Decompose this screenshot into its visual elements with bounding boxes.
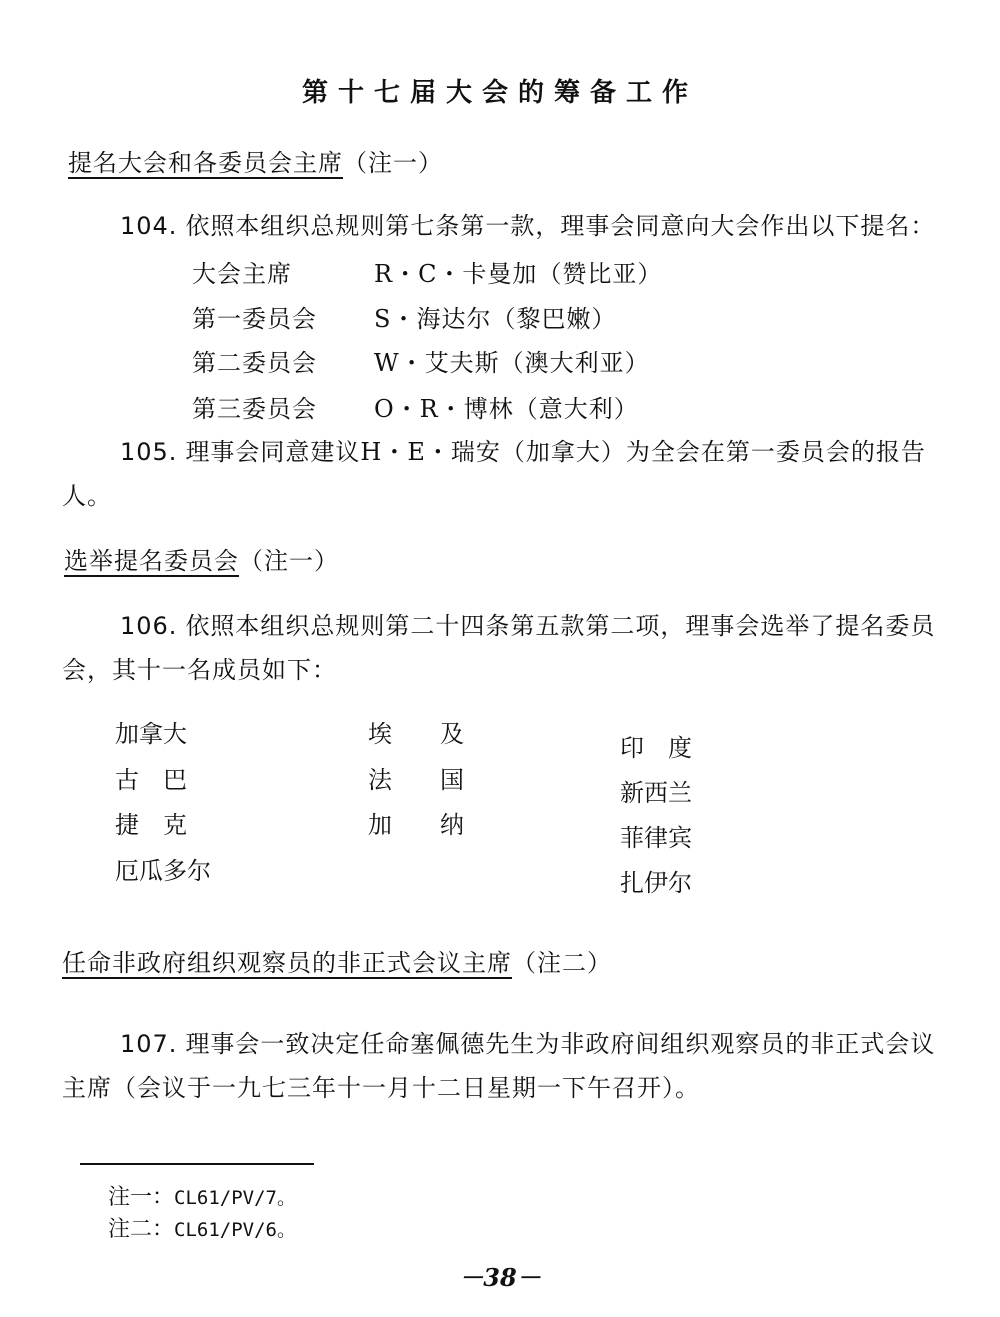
footnote-label: 注二： (108, 1217, 175, 1242)
paragraph-text: 依照本组织总规则第二十四条第五款第二项，理事会选举了提名委员 (185, 612, 936, 640)
section-heading-text: 提名大会和各委员会主席 (68, 149, 343, 177)
footnote-reference: CL61/PV/6。 (174, 1219, 296, 1241)
paragraph-text: 理事会一致决定任命塞佩德先生为非政府间组织观察员的非正式会议 (185, 1030, 936, 1058)
nomination-country: （澳大利亚） (499, 349, 650, 377)
member-country: 厄瓜多尔 (115, 857, 211, 885)
footnote-divider (80, 1163, 314, 1165)
nomination-name: S・海达尔（黎巴嫩） (374, 305, 617, 333)
footnote-label: 注一： (108, 1185, 175, 1210)
member-country: 埃 及 (368, 720, 464, 748)
nomination-country: （意大利） (513, 395, 639, 423)
paragraph-104 (120, 204, 935, 248)
section-heading-ngo-chair (62, 943, 612, 978)
paragraph-text: 依照本组织总规则第七条第一款，理事会同意向大会作出以下提名： (185, 212, 936, 240)
member-country: 扎伊尔 (620, 869, 692, 897)
nomination-role: 大会主席 (192, 260, 292, 288)
paragraph-number: 106. (120, 612, 178, 640)
section-heading-text: 任命非政府组织观察员的非正式会议主席 (62, 949, 512, 977)
member-country: 加拿大 (115, 720, 187, 748)
nomination-name: O・R・博林（意大利） (374, 395, 639, 423)
member-country: 印 度 (620, 734, 692, 762)
page-number: －38－ (459, 1263, 541, 1292)
section-heading-nominations (68, 143, 443, 178)
paragraph-number: 104. (120, 212, 178, 240)
member-country: 法 国 (368, 766, 464, 794)
paragraph-number: 105. (120, 438, 178, 466)
paragraph-107-continuation: 主席（会议于一九七三年十一月十二日星期一下午召开）。 (62, 1074, 700, 1102)
section-heading-text: 选举提名委员会 (64, 547, 239, 575)
member-country: 加 纳 (368, 811, 464, 839)
nomination-role: 第一委员会 (192, 305, 317, 333)
page-title: 第十七届大会的筹备工作 (301, 78, 698, 108)
paragraph-106-continuation: 会，其十一名成员如下： (62, 656, 337, 684)
paragraph-text: 理事会同意建议H・E・瑞安（加拿大）为全会在第一委员会的报告 (185, 438, 926, 466)
member-country: 古 巴 (115, 766, 187, 794)
section-heading-note: （注一） (343, 149, 443, 177)
footnote-reference: CL61/PV/7。 (174, 1187, 296, 1209)
paragraph-105-continuation: 人。 (62, 482, 112, 510)
member-country: 新西兰 (620, 779, 692, 807)
nomination-country: （黎巴嫩） (491, 305, 617, 333)
footnote (108, 1180, 296, 1211)
section-heading-nomination-committee (64, 541, 339, 576)
nomination-role: 第二委员会 (192, 349, 317, 377)
footnote (108, 1212, 296, 1243)
nomination-role: 第三委员会 (192, 395, 317, 423)
nomination-name: R・C・卡曼加（赞比亚） (374, 260, 663, 288)
nomination-name: W・艾夫斯（澳大利亚） (374, 349, 650, 377)
paragraph-106 (120, 604, 935, 648)
section-heading-note: （注二） (512, 949, 612, 977)
paragraph-107 (120, 1022, 935, 1066)
paragraph-105 (120, 430, 926, 474)
paragraph-number: 107. (120, 1030, 178, 1058)
section-heading-note: （注一） (239, 547, 339, 575)
member-country: 捷 克 (115, 811, 187, 839)
member-country: 菲律宾 (620, 824, 692, 852)
nomination-country: （赞比亚） (537, 260, 663, 288)
